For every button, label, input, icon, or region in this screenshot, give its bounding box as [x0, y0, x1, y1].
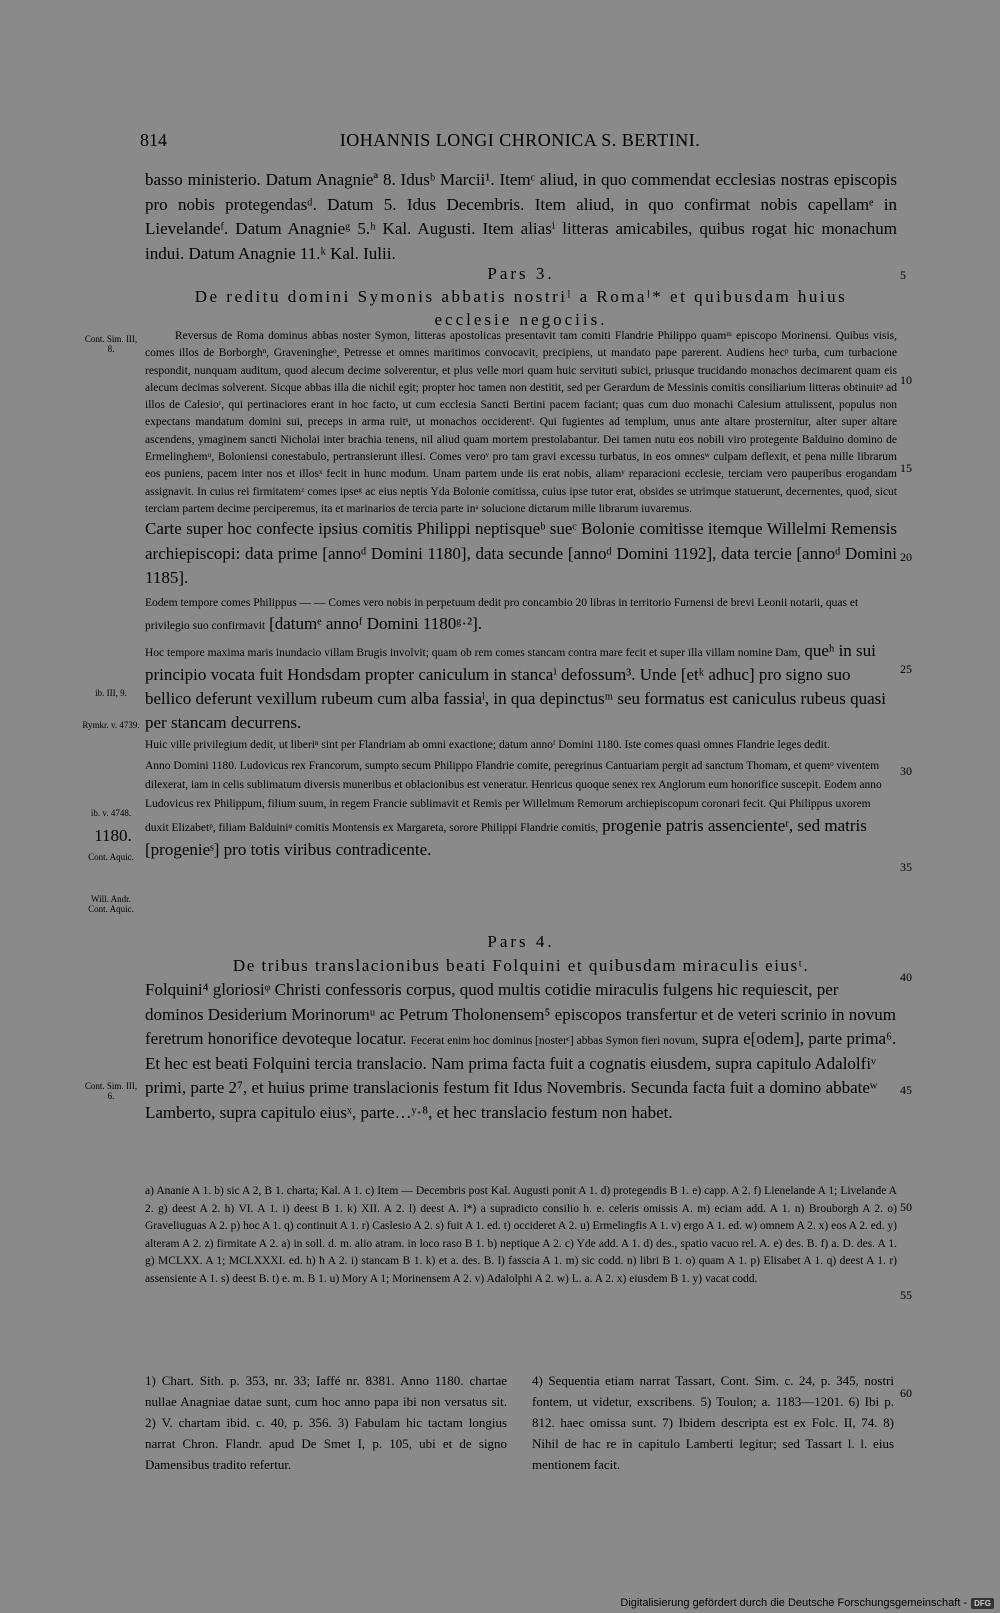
section4-body	[145, 978, 897, 1125]
para-anno-domini-small: Anno Domini 1180. Ludovicus rex Francorum, sumpto secum Philippo Flandrie comite, peregrinus Cantuariam pergit ad sanctum Thomam, et quemᵒ viventem dilexerat, iam in celis sublimatum diversis muneribus et oblacionibus est veneratur. Henricus quoque senex rex Anglorum eum honorifice suscepit. Eodem anno Ludovicus rex Philippum, filium suum, in regem Francie sublimavit et Remis per Willelmum Remorum archiepiscopum coronari fecit. Qui Philippus uxorem duxit Elizabetᵖ, filiam Balduiniᵠ comitis Montensis ex Margareta, sorore Philippi Flandrie comitis,	[145, 759, 882, 834]
footnotes-left: 1) Chart. Sith. p. 353, nr. 33; Iaffé nr. 8381. Anno 1180. chartae nullae Anagniae datae sunt, cum hoc anno papa ibi non versatus sit. 2) V. chartam ibid. c. 40, p. 356. 3) Fabulam hic tactam longius narrat Chron. Flandr. apud De Smet I, p. 105, ubi et de signo Damensibus tradito refertur.	[145, 1373, 507, 1472]
line-number: 5	[900, 268, 906, 282]
para-reversus: Reversus de Roma dominus abbas noster Symon, litteras apostolicas presentavit tam comiti Flandrie Philippo quamᵐ episcopo Morinensi. Quibus visis, comes illos de Borborghⁿ, Graveningheᵒ, Petresse et omnes maritimos convocavit, precipiens, ut mandato pape parerent. Audiens hecᵖ turba, cum turbacione respondit, nunquam auditum, quod alecum decime solverentur, et plus velle mori quam huic servituti subici, priusque trucidando monachos decimarent quam eis alecum decimas solverent. Sicque abbas illa die nichil egit; propter hoc tamen non destitit, sed per Gerardum de Messinis comitis consiliarium litteras obtinuitᵠ ad illos de Calesioʳ, qui pertinaciores erant in hoc facto, ut cum ecclesia Sancti Bertini pacem faciant; quas cum duo monachi Calesium attulissent, populus non expectans mandatum domini sui, preceps in arma ruitˢ, ut monachos occiderentᵗ. Qui fugientes ad templum, unus ante altare prosternitur, alter super altare ascendens, ymaginem sancti Nicholai inter brachia tenens, nil aliud quam mortem prestolabantur. Dei tamen nutu eos nobili viro protegente Balduino domino de Ermelinghemᵘ, Boloniensi conestabulo, pertransierunt illesi. Comes veroᵛ pro tam gravi excessu turbatus, in eos omnesʷ culpam deflexit, et pena mille librarum eos puniens, pacem inter nos et illosˣ fecit in hunc modum. Unam partem unde iis erat nobis, aliamʸ reparacioni ecclesie, terciam vero pauperibus erogandam assignavit. In cuius rei firmitatemᶻ comes ipseᵍ ac eius neptis Yda Bolonie comitissa, cuius ipse tutor erat, obsides se utrimque statuerunt, decernentes, quod, sicut terciam partem decime perciperemus, ita et marinarios de tercia parte inᵃ solucione dictarum mille librarum iuvaremus.	[145, 330, 897, 515]
section4-pars: Pars 4.	[487, 932, 555, 951]
page-header	[140, 130, 900, 160]
para-hoc-tempore-big: queʰ in sui principio vocata fuit Hondsdam propter caniculum in stancaⁱ defossum³. Unde [etᵏ adhuc] pro signo suo bellico deferunt vexillum rubeum cum alba fassiaˡ, in qua depinctusᵐ seu formatus est caniculus rubeus quasi per stancam decurrens.	[145, 640, 886, 732]
section3-body	[145, 328, 897, 863]
para-carte: Carte super hoc confecte ipsius comitis Philippi neptisqueᵇ sueᶜ Bolonie comitisse itemque Willelmi Remensis archiepiscopi: data prime [annoᵈ Domini 1180], data secunde [annoᵈ Domini 1192], data tercie [annoᵈ Domini 1185].	[145, 519, 897, 588]
line-number: 10	[900, 373, 912, 387]
margin-cont-sim-1: Cont. Sim. III, 8.	[84, 334, 138, 354]
para-eodem-small: Eodem tempore comes Philippus — — Comes vero nobis in perpetuum dedit pro concambio 20 libras in territorio Furnensi de brevi Leonii notarii, quas et privilegio suo confirmavit	[145, 596, 859, 633]
para-folquini-small: Fecerat enim hoc dominus [nosterᶜ] abbas Symon fieri novum,	[410, 1035, 699, 1047]
line-number: 60	[900, 1386, 912, 1400]
running-title: IOHANNIS LONGI CHRONICA S. BERTINI.	[339, 130, 701, 150]
section4-title: De tribus translacionibus beati Folquini et quibusdam miraculis eiusᵗ.	[232, 956, 810, 975]
line-number: 55	[900, 1288, 912, 1302]
margin-ib-1: ib. III, 9.	[95, 688, 127, 698]
margin-will-andr: Will. Andr. Cont. Aquic.	[88, 894, 134, 914]
page-number: 814	[140, 130, 167, 150]
para-folquini-b: supra e[odem], parte prima⁶. Et hec est beati Folquini tercia translacio. Nam prima facta fuit a cognatis eiusdem, supra capitulo Adalolfiᵛ primi, parte 2⁷, et huius prime translacionis festum fit Idus Novembris. Secunda facta fuit a domino abbateʷ Lamberto, supra capitulo eiusˣ, parte…ʸ·⁸, et hec translacio festum non habet.	[145, 1029, 897, 1122]
para-folquini-a: Folquini⁴ gloriosiᵠ Christi confessoris corpus, quod multis cotidie miraculis fulgens hic requiescit, per dominos Desiderium Morinorumᵘ ac Petrum Tholonensem⁵ episcopos transfertur et de veteri scrinio in novum feretrum honorifice devoteque locatur.	[145, 980, 897, 1048]
line-number: 35	[900, 860, 912, 874]
para-eodem-big: [datumᵉ annoᶠ Domini 1180ᵍ·²].	[269, 614, 483, 634]
line-number: 25	[900, 662, 912, 676]
para-huic-ville: Huic ville privilegium dedit, ut liberiⁿ sint per Flandriam ab omni exactione; datum annoᶠ Domini 1180. Iste comes quasi omnes Flandrie leges dedit.	[145, 738, 830, 751]
para-anno-domini	[145, 756, 897, 863]
dfg-logo: DFG	[971, 1598, 994, 1609]
line-number: 30	[900, 764, 912, 778]
section3-title-line1: De reditu domini Symonis abbatis nostriˡ a Romaˡ* et quibusdam huius	[194, 287, 848, 306]
para-eodem	[145, 593, 897, 637]
line-number: 15	[900, 461, 912, 475]
para-anno-domini-big: progenie patris assencienteʳ, sed matris [progenieˢ] pro totis viribus contradicente.	[145, 815, 867, 860]
critical-apparatus: a) Ananie A 1. b) sic A 2, B 1. charta; Kal. A 1. c) Item — Decembris post Kal. Augusti ponit A 1. d) protegendis B 1. e) capp. A 2. f) Lienelande A 1; Livelande A 2. g) deest A 2. h) VI. A 1. i) deest B 1. k) XII. A 2. l) deest A. l*) a supradicto consilio h. e. celeris omissis A. m) eciam add. A 1. n) Brouborgh A 2. o) Graveliuguas A 2. p) hoc A 1. q) continuit A 1. r) Caslesio A 2. s) fuit A 1. ed. t) occideret A 2. u) Ermelingfis A 1. v) ergo A 1. ed. w) omnem A 2. x) eos A 2. ed. y) alteram A 2. z) firmitate A 2. a) in soll. d. m. alio atram. in loco raso B 1. b) neptique A 2. c) Yde add. A 1. d) des., spatio vacuo rel. A. e) des. B. f) a. D. des. A 1. g) MCLXX. A 1; MCLXXXI. ed. h) ħ A 2. i) stancam B 1. k) et a. des. B. l) fasscia A 1. m) sic codd. n) libri B 1. o) quam A 1. p) Elisabet A 1. q) deest A 1. r) assensiente A 1. s) deest B. t) e. m. B 1. u) Mory A 1; Morinensem A 2. v) Adalolphi A 2. w) L. a. A 2. x) eiusdem B 1. y) vacat codd.	[145, 1185, 897, 1285]
line-number: 45	[900, 1083, 912, 1097]
section3-pars: Pars 3.	[487, 264, 555, 283]
line-number: 50	[900, 1200, 912, 1214]
margin-ib-2: ib. v. 4748.	[90, 808, 132, 818]
line-number: 40	[900, 970, 912, 984]
margin-rymkr: Rymkr. v. 4739.	[82, 720, 140, 730]
margin-cont-aquic: Cont. Aquic.	[88, 852, 134, 862]
footer	[620, 1597, 994, 1609]
footer-text: Digitalisierung gefördert durch die Deutsche Forschungsgemeinschaft -	[620, 1597, 968, 1609]
para-hoc-tempore-small: Hoc tempore maxima maris inundacio villam Brugis involvit; quam ob rem comes stancam contra mare fecit et super illa villam nomine Dam,	[145, 646, 801, 659]
section3-title-line2: ecclesie negociis.	[434, 310, 608, 329]
line-number: 20	[900, 550, 912, 564]
para-hoc-tempore	[145, 639, 897, 735]
footnotes-right: 4) Sequentia etiam narrat Tassart, Cont. Sim. c. 24, p. 345, nostri fontem, ut videtur, exscribens. 5) Toulon; a. 1183—1201. 6) Ibi p. 812. haec omissa sunt. 7) Ibidem descripta est ex Folc. II, 74. 8) Nihil de hac re in capitulo Lamberti legitur; sed Tassart l. l. eius mentionem facit.	[532, 1373, 894, 1472]
margin-year: 1180.	[94, 826, 132, 845]
margin-cont-sim-2: Cont. Sim. III, 6.	[84, 1081, 138, 1101]
intro-paragraph: basso ministerio. Datum Anagnieª 8. Idusᵇ Marcii¹. Itemᶜ aliud, in quo commendat ecclesias nostras episcopis pro nobis protegendasᵈ. Datum 5. Idus Decembris. Item aliud, in quo confirmat nobis capellamᵉ in Lievelandeᶠ. Datum Anagnieᵍ 5.ʰ Kal. Augusti. Item aliasⁱ litteras amicabiles, quibus rogat hic monachum indui. Datum Anagnie 11.ᵏ Kal. Iulii.	[145, 170, 897, 263]
